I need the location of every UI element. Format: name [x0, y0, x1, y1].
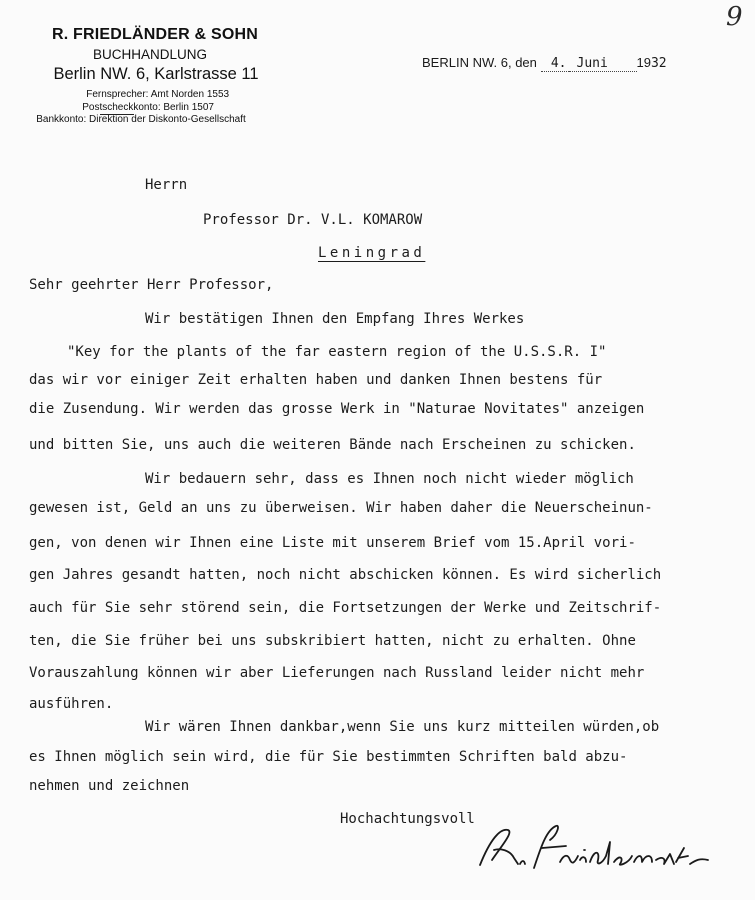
- dateline: [422, 55, 667, 72]
- letterhead-postcheck: Postscheckkonto: Berlin 1507: [82, 101, 214, 113]
- recipient-name: Professor Dr. V.L. KOMAROW: [203, 212, 423, 228]
- handwritten-page-number: 9: [726, 2, 743, 32]
- dateline-year-suffix: 32: [650, 56, 667, 71]
- body-line-8: gen, von denen wir Ihnen eine Liste mit unserem Brief vom 15.April vori-: [29, 535, 636, 551]
- letterhead-divider: [100, 114, 134, 115]
- body-line-13: ausführen.: [29, 696, 114, 712]
- body-line-15: es Ihnen möglich sein wird, die für Sie bestimmten Schriften bald abzu-: [29, 749, 628, 765]
- letterhead: [0, 26, 300, 127]
- letterhead-business-type: BUCHHANDLUNG: [92, 47, 207, 62]
- body-line-2: "Key for the plants of the far eastern region of the U.S.S.R. I": [67, 344, 607, 360]
- body-line-6: Wir bedauern sehr, dass es Ihnen noch nicht wieder möglich: [145, 471, 634, 487]
- body-line-10: auch für Sie sehr störend sein, die Fortsetzungen der Werke und Zeitschrif-: [29, 600, 662, 616]
- handwritten-signature: [470, 820, 720, 880]
- body-line-16: nehmen und zeichnen: [29, 778, 190, 794]
- body-line-12: Vorauszahlung können wir aber Lieferungen nach Russland leider nicht mehr: [29, 665, 645, 681]
- body-line-3: das wir vor einiger Zeit erhalten haben und danken Ihnen bestens für: [29, 372, 603, 388]
- greeting: Sehr geehrter Herr Professor,: [29, 277, 274, 293]
- letterhead-address: Berlin NW. 6, Karlstrasse 11: [53, 65, 259, 83]
- body-line-7: gewesen ist, Geld an uns zu überweisen. Wir haben daher die Neuerscheinun-: [29, 500, 653, 516]
- closing: Hochachtungsvoll: [340, 811, 475, 827]
- body-line-14: Wir wären Ihnen dankbar,wenn Sie uns kurz mitteilen würden,ob: [145, 719, 660, 735]
- recipient-city: Leningrad: [318, 245, 426, 261]
- body-line-1: Wir bestätigen Ihnen den Empfang Ihres Werkes: [145, 311, 525, 327]
- letterhead-phone: Fernsprecher: Amt Norden 1553: [86, 89, 230, 100]
- dateline-day: 4.: [550, 56, 567, 71]
- body-line-9: gen Jahres gesandt hatten, noch nicht abschicken können. Es wird sicherlich: [29, 567, 662, 583]
- dateline-year-prefix: 19: [636, 55, 651, 70]
- letterhead-firm-name: R. FRIEDLÄNDER & SOHN: [52, 26, 258, 43]
- body-line-4: die Zusendung. Wir werden das grosse Werk in "Naturae Novitates" anzeigen: [29, 401, 645, 417]
- body-line-5: und bitten Sie, uns auch die weiteren Bände nach Erscheinen zu schicken.: [29, 437, 636, 453]
- letterhead-bank: Bankkonto: Direktion der Diskonto-Gesellschaft: [36, 114, 246, 125]
- dateline-month: Juni: [576, 56, 608, 71]
- recipient-salutation: Herrn: [145, 177, 188, 193]
- body-line-11: ten, die Sie früher bei uns subskribiert hatten, nicht zu erhalten. Ohne: [29, 633, 636, 649]
- dateline-place: BERLIN NW. 6, den: [422, 55, 537, 70]
